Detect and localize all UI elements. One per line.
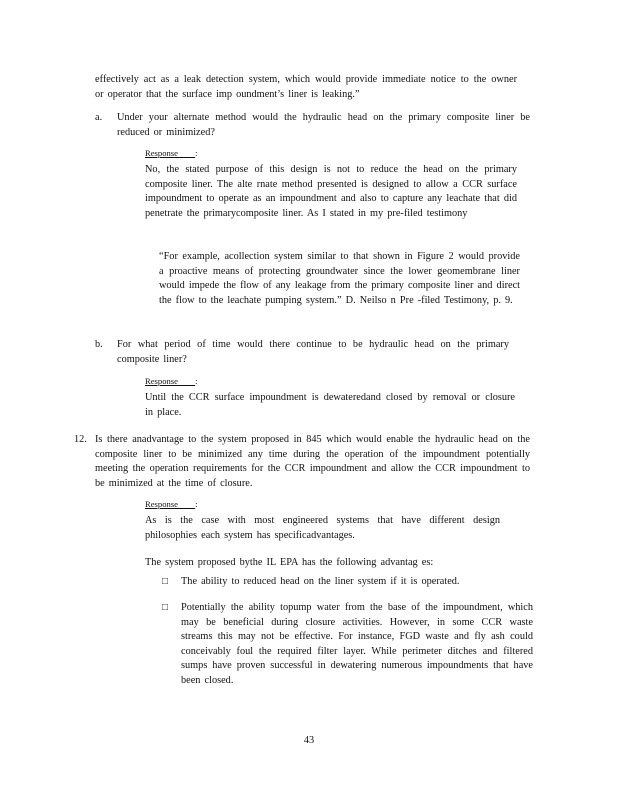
- response-colon: :: [195, 148, 198, 158]
- question-12-intro: The system proposed bythe IL EPA has the following advantag es:: [145, 557, 434, 568]
- page-number: 43: [303, 735, 315, 746]
- question-a-answer: No, the stated purpose of this design is not to reduce the head on the primary composite liner. The alte rnate method presented is designed to allow a CCR surface impoundment to operate as an impoundment and also to capture any leachate that did penetrate the primarycomposite liner. As I stated in my pre-filed testimony: [145, 164, 517, 219]
- response-colon: :: [195, 499, 198, 509]
- question-12-answer: As is the case with most engineered systems that have different design philosophies each system has specificadvantages.: [145, 515, 500, 541]
- bullet-2-icon: □: [162, 602, 169, 613]
- question-b-answer: Until the CCR surface impoundment is dewateredand closed by removal or closure in place.: [145, 392, 515, 418]
- response-label: Response: [145, 499, 178, 509]
- question-a-quote: “For example, acollection system similar to that shown in Figure 2 would provide a proactive means of protecting groundwater since the lower geomembrane liner would impede the flow of any leakage from the primary composite liner and direct the flow to the leachate pumping system.” D. Neilso n Pre -filed Testimony, p. 9.: [159, 251, 520, 306]
- question-a-response-label: [145, 148, 198, 158]
- response-label: Response: [145, 148, 178, 158]
- question-a-marker: a.: [95, 112, 103, 123]
- question-12-response-label: [145, 499, 198, 509]
- bullet-1-text: The ability to reduced head on the liner system if it is operated.: [181, 576, 460, 587]
- bullet-2-text: Potentially the ability topump water from the base of the impoundment, which may be beneficial during closure activities. However, in some CCR waste streams this may not be effective. For instance, FGD waste and fly ash could conceivably foul the required filter layer. While perimeter ditches and filtered sumps have proven successful in dewatering numerous impoundments that have been closed.: [181, 602, 533, 686]
- question-b-response-label: [145, 376, 198, 386]
- question-a-text: Under your alternate method would the hydraulic head on the primary composite liner be reduced or minimized?: [117, 112, 530, 138]
- question-12-marker: 12.: [74, 434, 87, 445]
- question-b-text: For what period of time would there continue to be hydraulic head on the primary composite liner?: [117, 339, 509, 365]
- response-colon: :: [195, 376, 198, 386]
- response-underline-gap: [178, 376, 198, 386]
- question-b-marker: b.: [95, 339, 103, 350]
- response-underline-gap: [178, 148, 198, 158]
- question-12-text: Is there anadvantage to the system proposed in 845 which would enable the hydraulic head on the composite liner to be minimized any time during the operation of the impoundment potentially meeting the operation requirements for the CCR impoundment and allow the CCR impoundment to be minimized at the time of closure.: [95, 434, 530, 489]
- bullet-1-icon: □: [162, 576, 169, 587]
- continuation-paragraph: effectively act as a leak detection system, which would provide immediate notice to the owner or operator that the surface imp oundment’s liner is leaking.”: [95, 74, 517, 100]
- response-label: Response: [145, 376, 178, 386]
- response-underline-gap: [178, 499, 198, 509]
